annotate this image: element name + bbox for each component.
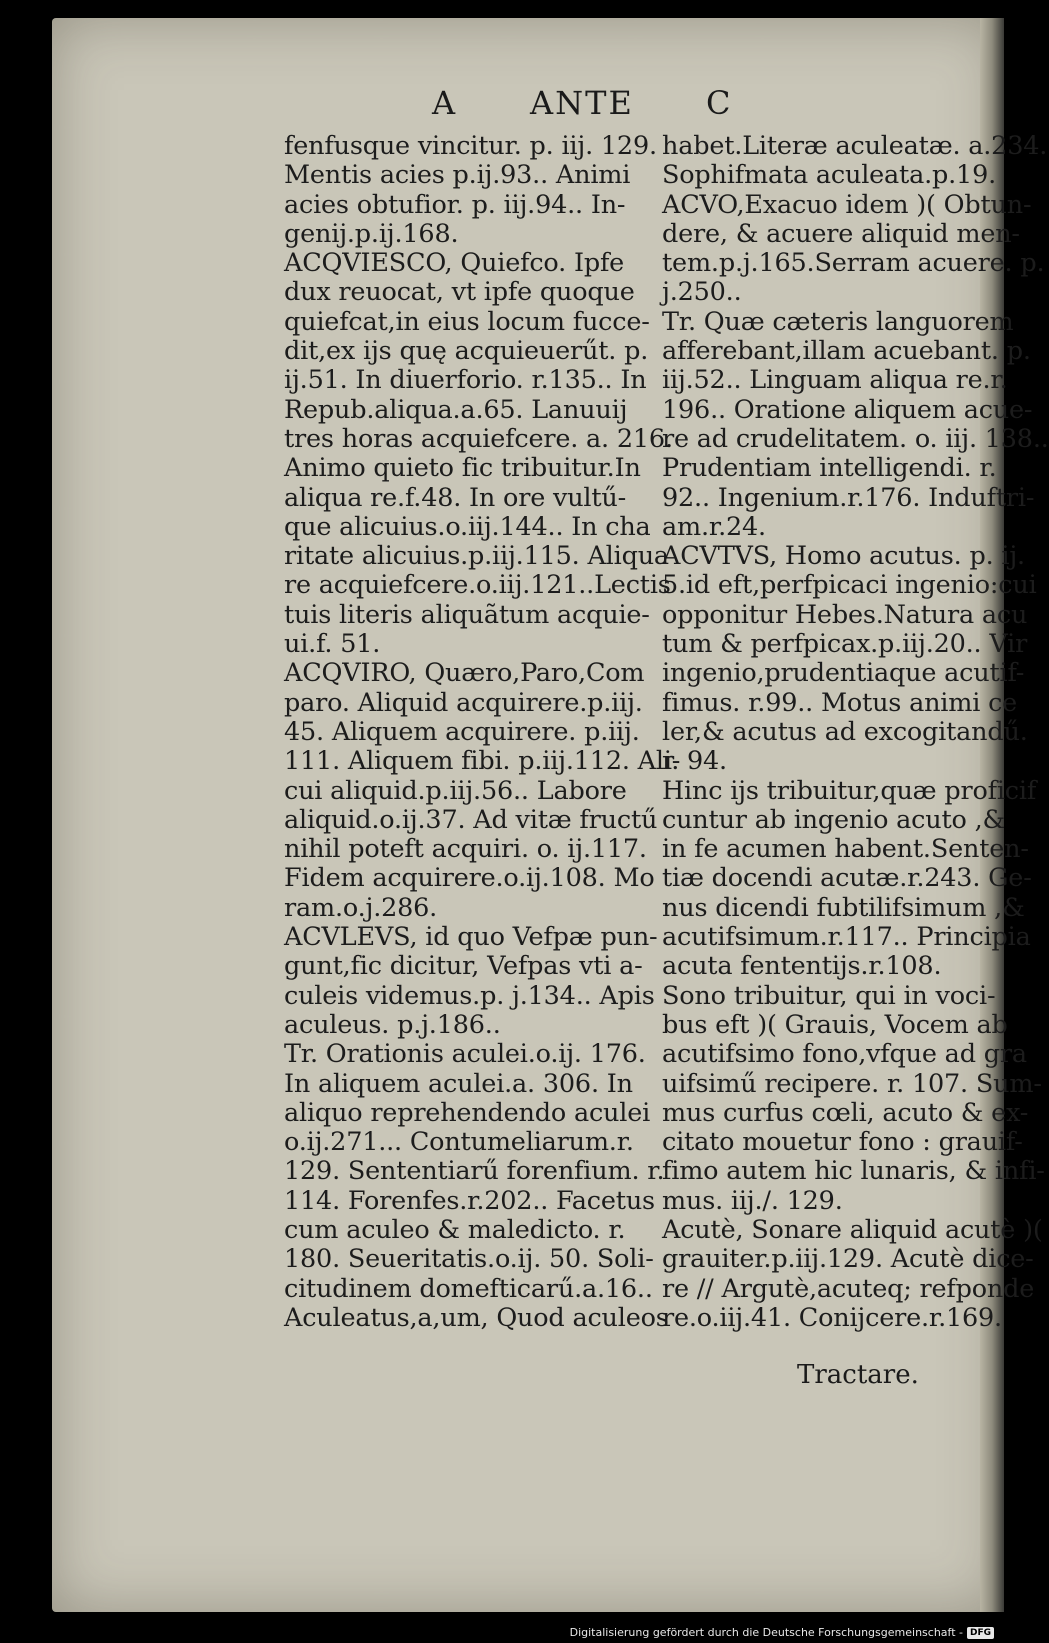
- text-line: re ad crudelitatem. o. iij. 138..: [662, 423, 1049, 454]
- text-line: dux reuocat, vt ipfe quoque: [284, 277, 635, 308]
- text-line: re // Argutè,acuteq; refponde: [662, 1273, 1035, 1304]
- text-line: Hinc ijs tribuitur,quæ proficif: [662, 775, 1037, 806]
- text-line: habet.Literæ aculeatæ. a.234.: [662, 131, 1048, 161]
- text-line: ram.o.j.286.: [284, 892, 438, 923]
- right-column: [662, 131, 1049, 1333]
- text-line: culeis videmus.p. j.134.. Apis: [284, 980, 655, 1011]
- header-letter-left: A: [432, 84, 458, 122]
- text-line: cuntur ab ingenio acuto ,&: [662, 804, 1005, 835]
- left-column: [284, 131, 681, 1333]
- text-line: in fe acumen habent.Senten-: [662, 834, 1029, 865]
- text-line: dere, & acuere aliquid men-: [662, 218, 1020, 249]
- text-line: dit,ex ijs quę acquieuerűt. p.: [284, 336, 649, 367]
- text-line: genij.p.ij.168.: [284, 218, 459, 249]
- text-line: r. 94.: [662, 746, 727, 777]
- text-line: opponitur Hebes.Natura acu: [662, 599, 1028, 630]
- text-line: iij.52.. Linguam aliqua re.r.: [662, 365, 1008, 396]
- text-line: tem.p.j.165.Serram acuere. p.: [662, 248, 1045, 279]
- text-line: Sono tribuitur, qui in voci-: [662, 980, 996, 1011]
- text-line: tuis literis aliquãtum acquie-: [284, 599, 650, 630]
- text-line: Tr. Quæ cæteris languorem: [662, 306, 1014, 337]
- text-line: fimo autem hic lunaris, & infi-: [662, 1156, 1045, 1187]
- text-line: ritate alicuius.p.iij.115. Aliqua: [284, 541, 669, 572]
- text-line: 129. Sententiarű forenfium. r.: [284, 1156, 665, 1187]
- text-line: citato mouetur fono : grauif-: [662, 1127, 1023, 1158]
- text-line: re.o.iij.41. Conijcere.r.169.: [662, 1302, 1002, 1333]
- text-line: mus. iij./. 129.: [662, 1185, 843, 1216]
- text-line: 114. Forenfes.r.202.. Facetus: [284, 1185, 655, 1216]
- text-line: aliquid.o.ij.37. Ad vitæ fructű: [284, 804, 658, 835]
- text-line: Acutè, Sonare aliquid acutè )(: [662, 1214, 1043, 1245]
- text-line: cui aliquid.p.iij.56.. Labore: [284, 775, 627, 806]
- text-line: Animo quieto fic tribuitur.In: [284, 453, 641, 484]
- text-line: 45. Aliquem acquirere. p.iij.: [284, 716, 640, 747]
- text-line: afferebant,illam acuebant. p.: [662, 336, 1031, 367]
- text-line: acuta fententijs.r.108.: [662, 951, 942, 982]
- footer-text: Digitalisierung gefördert durch die Deutsche Forschungsgemeinschaft -: [569, 1626, 963, 1639]
- running-header: [22, 84, 1002, 130]
- footer-credit: [570, 1626, 994, 1639]
- text-line: Sophifmata aculeata.p.19.: [662, 160, 996, 191]
- text-line: ACVO,Exacuo idem )( Obtun-: [662, 189, 1032, 220]
- text-line: 180. Seueritatis.o.ij. 50. Soli-: [284, 1244, 654, 1275]
- text-line: paro. Aliquid acquirere.p.iij.: [284, 687, 643, 718]
- text-line: tum & perfpicax.p.iij.20.. Vir: [662, 629, 1028, 660]
- text-line: aliquo reprehendendo aculei: [284, 1097, 651, 1128]
- text-line: 5.id eft,perfpicaci ingenio:cui: [662, 570, 1037, 601]
- text-line: nus dicendi fubtilifsimum ,&: [662, 892, 1025, 923]
- text-line: Tr. Orationis aculei.o.ij. 176.: [284, 1039, 646, 1070]
- text-line: 111. Aliquem fibi. p.iij.112. Ali-: [284, 746, 681, 777]
- text-line: nihil poteft acquiri. o. ij.117.: [284, 834, 647, 865]
- text-line: re acquiefcere.o.iij.121..Lectis: [284, 570, 671, 601]
- text-line: ij.51. In diuerforio. r.135.. In: [284, 365, 647, 396]
- catchword: Tractare.: [797, 1360, 919, 1390]
- text-line: fenfusque vincitur. p. iij. 129.: [284, 131, 657, 161]
- text-line: 92.. Ingenium.r.176. Induftri-: [662, 482, 1035, 513]
- header-letter-right: C: [706, 84, 733, 122]
- dfg-logo: DFG: [967, 1627, 994, 1639]
- text-line: que alicuius.o.iij.144.. In cha: [284, 511, 651, 542]
- text-line: uifsimű recipere. r. 107. Sum-: [662, 1068, 1042, 1099]
- text-line: Fidem acquirere.o.ij.108. Mo: [284, 863, 655, 894]
- text-line: Mentis acies p.ij.93.. Animi: [284, 160, 631, 191]
- text-line: j.250..: [662, 277, 742, 308]
- text-line: ler,& acutus ad excogitandű.: [662, 716, 1028, 747]
- text-line: In aliquem aculei.a. 306. In: [284, 1068, 633, 1099]
- text-line: ACQVIESCO, Quiefco. Ipfe: [284, 248, 625, 279]
- text-line: mus curfus cœli, acuto & ex-: [662, 1097, 1029, 1128]
- text-line: Prudentiam intelligendi. r.: [662, 453, 997, 484]
- text-line: am.r.24.: [662, 511, 766, 542]
- text-line: Aculeatus,a,um, Quod aculeos: [284, 1302, 669, 1333]
- text-line: bus eft )( Grauis, Vocem ab: [662, 1009, 1008, 1040]
- text-line: ACVTVS, Homo acutus. p. ij.: [662, 541, 1025, 572]
- header-word: ANTE: [530, 84, 634, 122]
- text-line: ui.f. 51.: [284, 629, 381, 660]
- text-line: gunt,fic dicitur, Vefpas vti a-: [284, 951, 643, 982]
- text-line: aculeus. p.j.186..: [284, 1009, 501, 1040]
- text-line: quiefcat,in eius locum fucce-: [284, 306, 650, 337]
- text-line: fimus. r.99.. Motus animi ce: [662, 687, 1018, 718]
- text-line: grauiter.p.iij.129. Acutè dice-: [662, 1244, 1034, 1275]
- text-line: tres horas acquiefcere. a. 216.: [284, 423, 673, 454]
- text-line: ACVLEVS, id quo Vefpæ pun-: [284, 922, 658, 953]
- text-line: citudinem domefticarű.a.16..: [284, 1273, 653, 1304]
- text-line: ingenio,prudentiaque acutif-: [662, 658, 1025, 689]
- text-line: o.ij.271... Contumeliarum.r.: [284, 1127, 634, 1158]
- text-line: aliqua re.f.48. In ore vultű-: [284, 482, 627, 513]
- text-line: 196.. Oratione aliquem acue-: [662, 394, 1033, 425]
- scan-background: [22, 0, 1049, 1643]
- text-line: Repub.aliqua.a.65. Lanuuij: [284, 394, 628, 425]
- text-line: tiæ docendi acutæ.r.243. Ge-: [662, 863, 1032, 894]
- text-line: acutifsimum.r.117.. Principia: [662, 922, 1031, 953]
- text-line: acies obtufior. p. iij.94.. In-: [284, 189, 626, 220]
- text-line: ACQVIRO, Quæro,Paro,Com: [284, 658, 645, 689]
- text-line: acutifsimo fono,vfque ad gra: [662, 1039, 1027, 1070]
- text-line: cum aculeo & maledicto. r.: [284, 1214, 626, 1245]
